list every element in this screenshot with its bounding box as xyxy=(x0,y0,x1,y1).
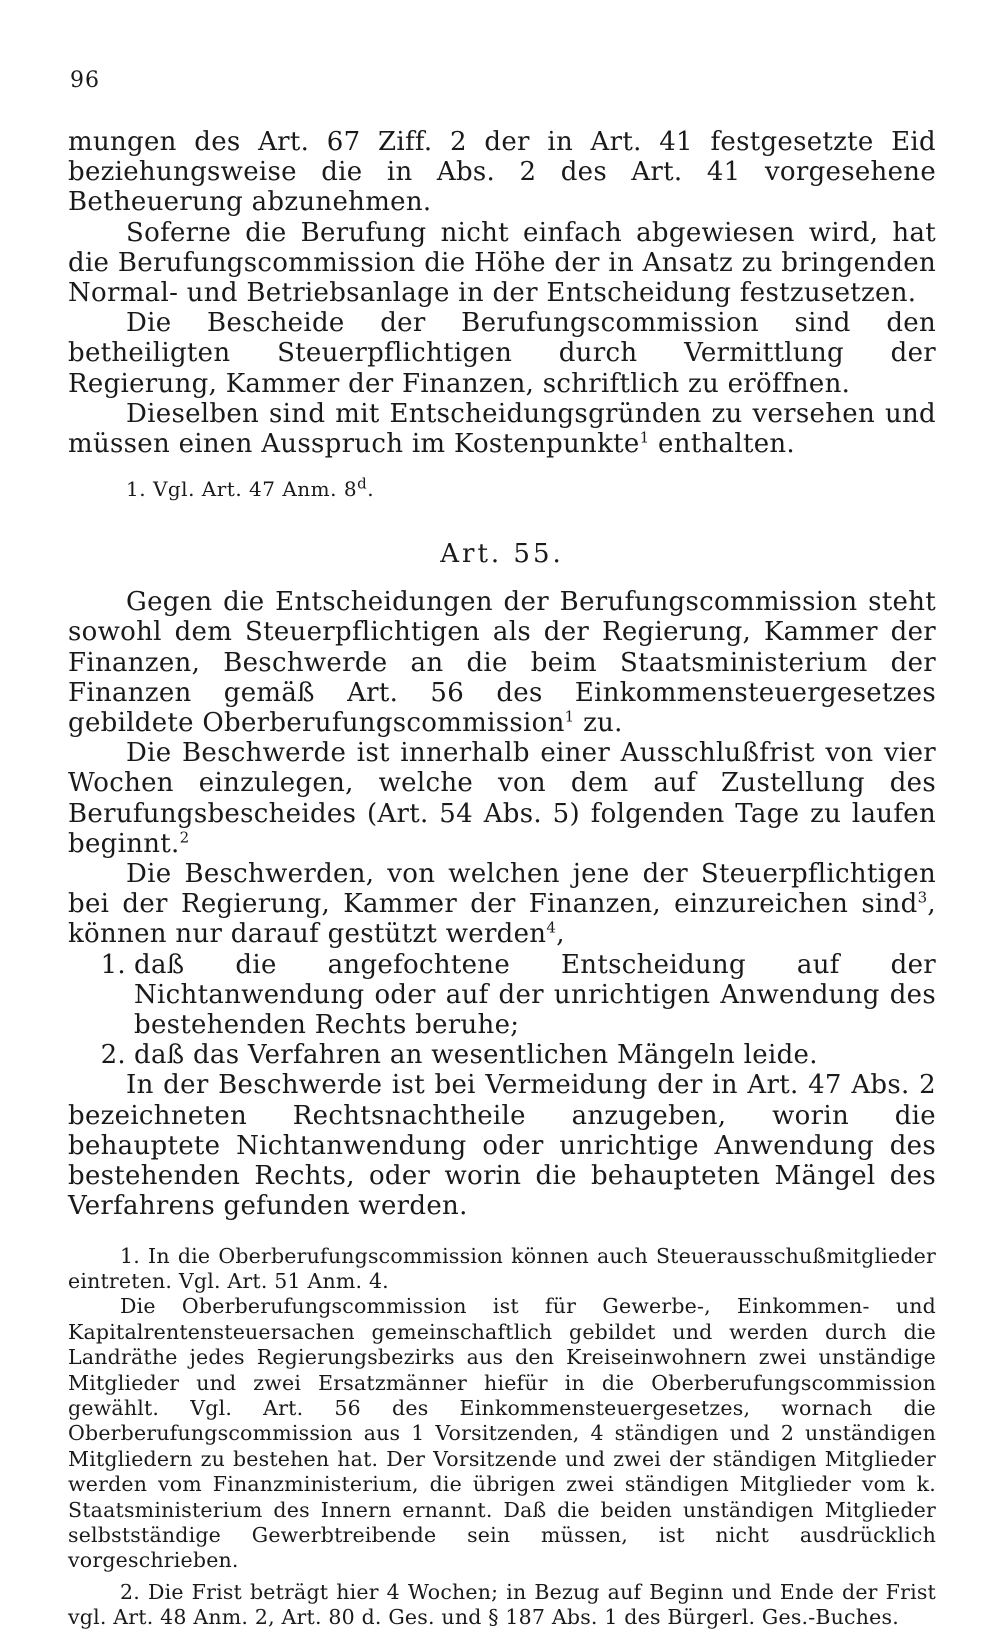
section-footnote-text: 1. Vgl. Art. 47 Anm. 8 xyxy=(126,477,358,502)
paragraph-appeal-decision: Soferne die Berufung nicht einfach abgewiesen wird, hat die Berufungscommission die Höhe der in Ansatz zu bringenden Normal- und Betriebsanlage in der Entscheidung festzusetzen. xyxy=(68,217,936,309)
section-continuation xyxy=(68,127,936,459)
footnote-ref-4: 4 xyxy=(546,918,557,937)
footnote-ref-1: 1 xyxy=(564,707,575,726)
paragraph-notices: Die Bescheide der Berufungscommission sind den betheiligten Steuerpflichtigen durch Vermittlung der Regierung, Kammer der Finanzen, schriftlich zu eröffnen. xyxy=(68,308,936,399)
list-item xyxy=(68,1040,936,1070)
page-number: 96 xyxy=(70,68,100,93)
footnote-ref-2: 2 xyxy=(179,828,190,847)
list-item xyxy=(68,950,936,1041)
footnote-1b: Die Oberberufungscommission ist für Gewerbe-, Einkommen- und Kapitalrentensteuersachen gemeinschaftlich gebildet und werden durch die Landräthe jedes Regierungsbezirks aus den Kreiseinwohnern zwei unständige Mitglieder und zwei Ersatzmänner hiefür in die Oberberufungscommission gewählt. Vgl. Art. 56 des Einkommensteuergesetzes, wornach die Oberberufungscommission aus 1 Vorsitzenden, 4 ständigen und 2 unständigen Mitgliedern zu bestehen hat. Der Vorsitzende und zwei der ständigen Mitglieder werden vom Finanzministerium, die übrigen zwei ständigen Mitglieder vom k. Staatsministerium des Innern ernannt. Daß die beiden unständigen Mitglieder selbstständige Gewerbtreibende sein müssen, ist nicht ausdrücklich vorgeschrieben. xyxy=(68,1294,936,1573)
list-item-number: 1. xyxy=(100,949,126,980)
footnote-ref-1: 1 xyxy=(639,428,650,447)
section-footnote xyxy=(126,474,936,502)
paragraph-complaint-right-text: Gegen die Entscheidungen der Berufungscommission steht sowohl dem Steuerpflichtigen als der Regierung, Kammer der Finanzen, Beschwerde an die beim Staatsministerium der Finanzen gemäß Art. 56 des Einkommensteuergesetzes gebildete Oberberufungscommission xyxy=(68,587,936,739)
paragraph-requirements: In der Beschwerde ist bei Vermeidung der in Art. 47 Abs. 2 bezeichneten Rechtsnachtheile anzugeben, worin die behauptete Nichtanwendung oder unrichtige Anwendung des bestehenden Rechts, oder worin die behaupteten Mängel des Verfahrens gefunden werden. xyxy=(68,1070,936,1222)
paragraph-complaint-right-tail: zu. xyxy=(574,708,623,739)
paragraph-oath: mungen des Art. 67 Ziff. 2 der in Art. 41 festgesetzte Eid beziehungsweise die in Abs. 2 des Art. 41 vorgesehene Betheuerung abzunehmen. xyxy=(68,127,936,218)
list-item-text: daß das Verfahren an wesentlichen Mängeln leide. xyxy=(134,1040,818,1071)
paragraph-grounds-a: Die Beschwerden, von welchen jene der Steuerpflichtigen bei der Regierung, Kammer der Finanzen, einzureichen sind xyxy=(68,859,936,920)
section-footnote-end: . xyxy=(367,477,375,502)
section-footnote-sup: d xyxy=(357,474,368,493)
footnote-ref-3: 3 xyxy=(917,888,928,907)
footnote-1a: 1. In die Oberberufungscommission können auch Steuerausschußmitglieder eintreten. Vgl. Art. 51 Anm. 4. xyxy=(68,1243,936,1293)
paragraph-grounds-b: , können nur darauf gestützt werden xyxy=(68,889,936,950)
document-page xyxy=(68,68,936,1631)
paragraph-deadline xyxy=(68,738,936,859)
paragraph-reasons xyxy=(68,399,936,459)
paragraph-complaint-right xyxy=(68,587,936,738)
paragraph-grounds-c: , xyxy=(556,919,565,950)
list-item-text: daß die angefochtene Entscheidung auf der Nichtanwendung oder auf der unrichtigen Anwendung des bestehenden Rechts beruhe; xyxy=(134,949,936,1041)
paragraph-reasons-tail: enthalten. xyxy=(649,429,795,460)
paragraph-deadline-text: Die Beschwerde ist innerhalb einer Ausschlußfrist von vier Wochen einzulegen, welche von dem auf Zustellung des Berufungsbescheides (Art. 54 Abs. 5) folgenden Tage zu laufen beginnt. xyxy=(68,738,936,859)
article-body xyxy=(68,587,936,1221)
footnotes xyxy=(68,1244,936,1631)
paragraph-reasons-text: Dieselben sind mit Entscheidungsgründen zu versehen und müssen einen Ausspruch im Kostenpunkte xyxy=(68,398,936,460)
list-item-number: 2. xyxy=(100,1040,126,1071)
paragraph-grounds xyxy=(68,859,936,950)
article-heading: Art. 55. xyxy=(440,539,564,570)
footnote-2: 2. Die Frist beträgt hier 4 Wochen; in Bezug auf Beginn und Ende der Frist vgl. Art. 48 Anm. 2, Art. 80 d. Ges. und § 187 Abs. 1 des Bürgerl. Ges.-Buches. xyxy=(68,1579,936,1630)
